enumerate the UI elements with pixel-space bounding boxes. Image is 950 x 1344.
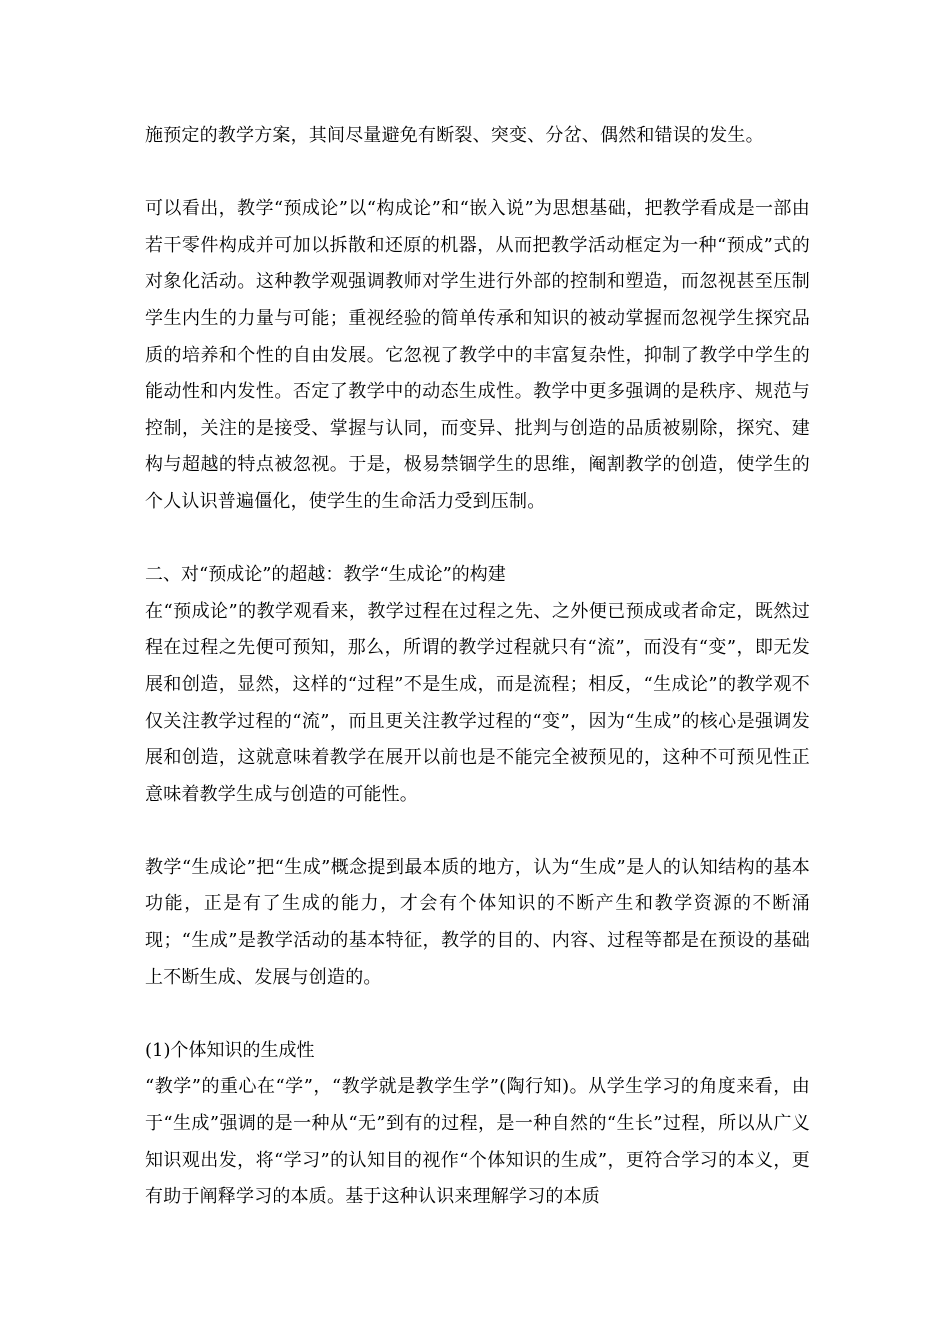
paragraph-process-view: 在“预成论”的教学观看来，教学过程在过程之先、之外便已预成或者命定，既然过程在过程之先便可预知，那么，所谓的教学过程就只有“流”，而没有“变”，即无发展和创造，显然，这样的“过程”不是生成，而是流程；相反，“生成论”的教学观不仅关注教学过程的“流”，而且更关注教学过程的“变”，因为“生成”的核心是强调发展和创造，这就意味着教学在展开以前也是不能完全被预见的，这种不可预见性正意味着教学生成与创造的可能性。	[145, 600, 810, 805]
section-heading: 二、对“预成论”的超越：教学“生成论”的构建	[145, 564, 506, 586]
paragraph-gap	[145, 996, 810, 1033]
subsection-heading: (1)个体知识的生成性	[145, 1039, 315, 1061]
paragraph-continued: 施预定的教学方案，其间尽量避免有断裂、突变、分岔、偶然和错误的发生。	[145, 125, 764, 146]
paragraph-generation-theory: 教学“生成论”把“生成”概念提到最本质的地方，认为“生成”是人的认知结构的基本功能，正是有了生成的能力，才会有个体知识的不断产生和教学资源的不断涌现；“生成”是教学活动的基本特征，教学的目的、内容、过程等都是在预设的基础上不断生成、发展与创造的。	[145, 856, 810, 988]
paragraph-gap	[145, 813, 810, 850]
document-body	[145, 118, 810, 1216]
paragraph-gap	[145, 155, 810, 192]
paragraph-individual-knowledge: “教学”的重心在“学”，“教学就是教学生学”(陶行知)。从学生学习的角度来看，由于“生成”强调的是一种从“无”到有的过程，是一种自然的“生长”过程，所以从广义知识观出发，将“学习”的认知目的视作“个体知识的生成”，更符合学习的本义，更有助于阐释学习的本质。基于这种认识来理解学习的本质	[145, 1076, 810, 1208]
paragraph-preformation-critique: 可以看出，教学“预成论”以“构成论”和“嵌入说”为思想基础，把教学看成是一部由若干零件构成并可加以拆散和还原的机器，从而把教学活动框定为一种“预成”式的对象化活动。这种教学观强调教师对学生进行外部的控制和塑造，而忽视甚至压制学生内生的力量与可能；重视经验的简单传承和知识的被动掌握而忽视学生探究品质的培养和个性的自由发展。它忽视了教学中的丰富复杂性，抑制了教学中学生的能动性和内发性。否定了教学中的动态生成性。教学中更多强调的是秩序、规范与控制，关注的是接受、掌握与认同，而变异、批判与创造的品质被剔除，探究、建构与超越的特点被忽视。于是，极易禁锢学生的思维，阉割教学的创造，使学生的个人认识普遍僵化，使学生的生命活力受到压制。	[145, 198, 810, 512]
paragraph-gap	[145, 521, 810, 558]
